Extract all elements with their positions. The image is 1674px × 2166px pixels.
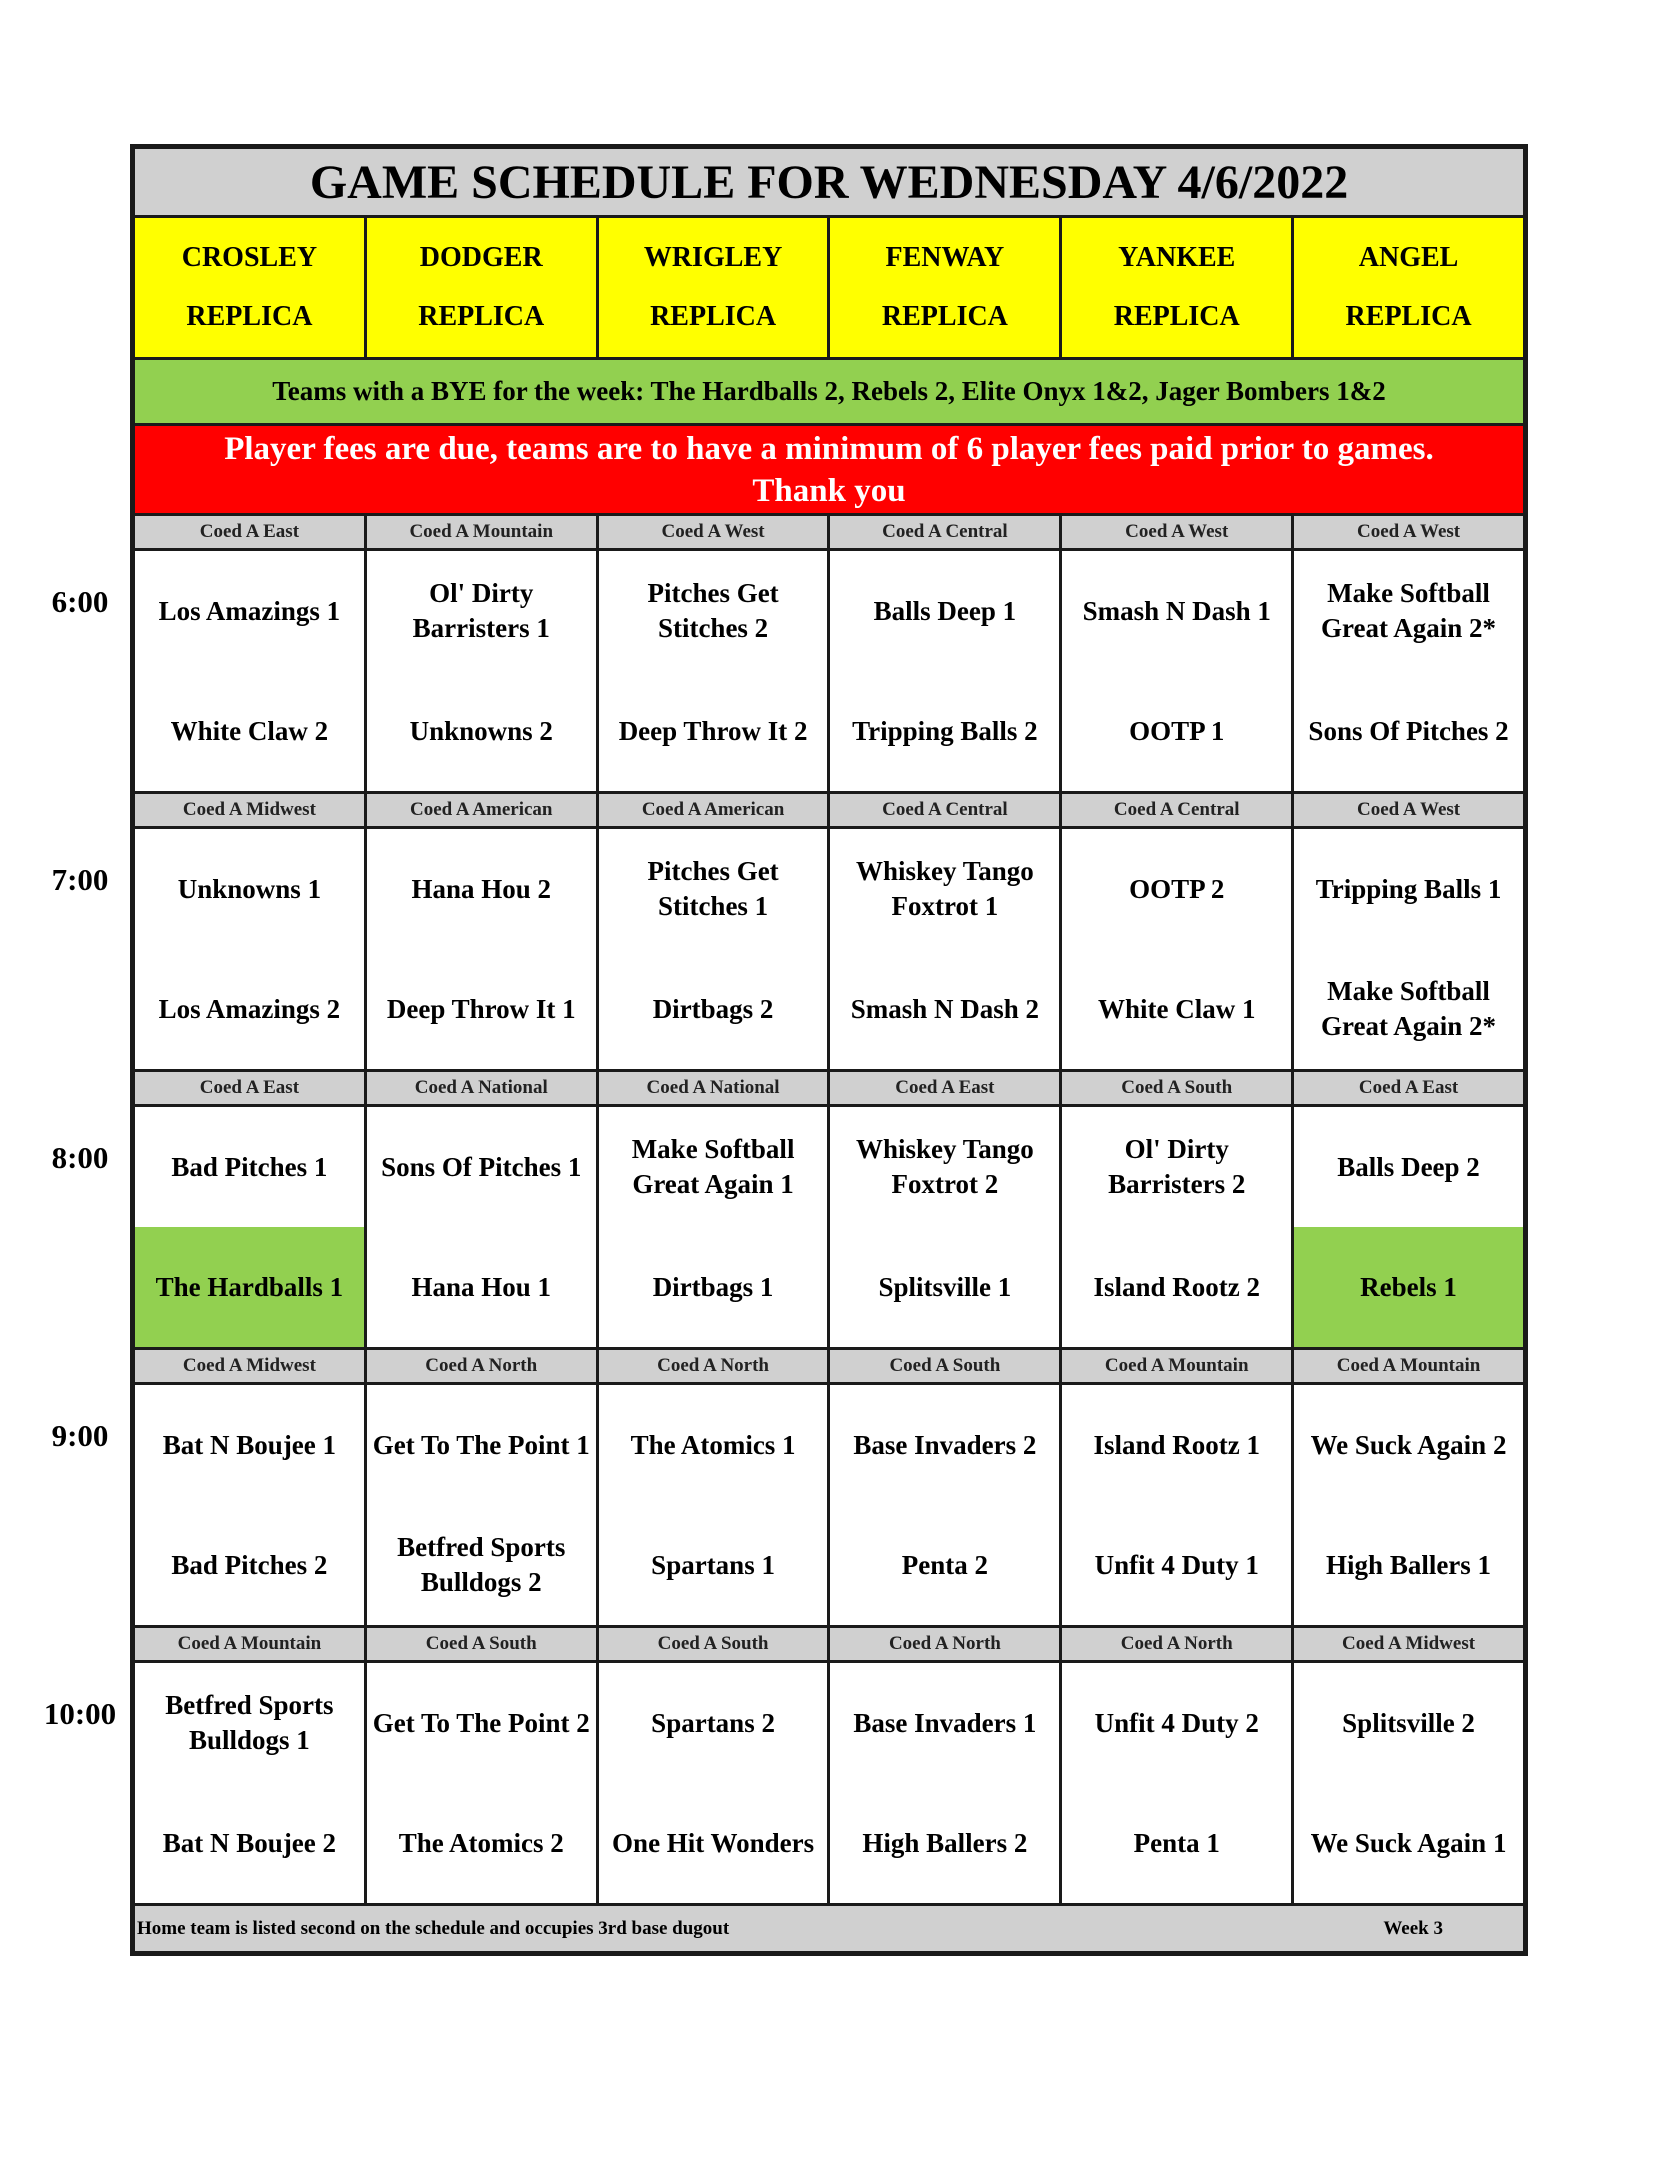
field-name: ANGEL [1358, 241, 1459, 273]
home-team: White Claw 2 [170, 715, 329, 746]
field-header [367, 218, 599, 357]
division-row [135, 794, 1523, 829]
home-team: Betfred Sports Bulldogs 2 [397, 1532, 566, 1597]
page-title: GAME SCHEDULE FOR WEDNESDAY 4/6/2022 [135, 149, 1523, 218]
game-cell [830, 1107, 1062, 1347]
away-team: Sons Of Pitches 1 [381, 1151, 582, 1182]
home-team: OOTP 1 [1129, 715, 1225, 746]
game-cell [367, 829, 599, 1069]
week-label: Week 3 [1383, 1917, 1443, 1939]
division-label: Coed A Midwest [135, 794, 367, 826]
division-label: Coed A Mountain [135, 1628, 367, 1660]
home-team: Dirtbags 2 [652, 993, 774, 1024]
field-name: CROSLEY [181, 241, 318, 273]
field-name: DODGER [419, 241, 543, 273]
time-label-6: 6:00 [51, 584, 109, 619]
time-label-7: 7:00 [51, 862, 109, 897]
division-label: Coed A Mountain [1336, 1355, 1481, 1376]
game-cell [135, 551, 367, 791]
division-label: Coed A East [1358, 1077, 1459, 1098]
away-team: Tripping Balls 1 [1315, 873, 1502, 904]
game-cell [599, 829, 831, 1069]
away-team: Bat N Boujee 1 [162, 1429, 337, 1460]
footer-note: Home team is listed second on the schedule and occupies 3rd base dugout [137, 1917, 730, 1939]
field-type: REPLICA [881, 301, 1008, 333]
field-header [830, 218, 1062, 357]
division-label: Coed A North [599, 1350, 831, 1382]
game-cell [599, 1107, 831, 1347]
game-cell [1294, 1385, 1523, 1625]
bye-notice: Teams with a BYE for the week: The Hardballs 2, Rebels 2, Elite Onyx 1&2, Jager Bombers 1&2 [135, 360, 1523, 426]
game-cell [135, 1107, 367, 1347]
home-team: Tripping Balls 2 [852, 715, 1038, 746]
away-team: Ol' Dirty Barristers 2 [1108, 1134, 1246, 1199]
home-team: Sons Of Pitches 2 [1308, 715, 1509, 746]
home-team: Unknowns 2 [409, 715, 553, 746]
division-label: Coed A North [367, 1350, 599, 1382]
division-label: Coed A South [1062, 1072, 1294, 1104]
game-cell [1062, 551, 1294, 791]
home-team: Unfit 4 Duty 1 [1094, 1549, 1259, 1580]
game-cell [599, 551, 831, 791]
home-team: Bad Pitches 2 [171, 1549, 328, 1580]
away-team: Get To The Point 2 [372, 1707, 590, 1738]
game-cell [135, 1663, 367, 1903]
field-header [135, 218, 367, 357]
home-team: Deep Throw It 1 [386, 993, 576, 1024]
home-team: Penta 1 [1133, 1827, 1220, 1858]
away-team: Get To The Point 1 [372, 1429, 590, 1460]
away-team: Los Amazings 1 [158, 595, 341, 626]
home-team: White Claw 1 [1097, 993, 1256, 1024]
division-label: Coed A East [135, 1072, 367, 1104]
game-cell [599, 1385, 831, 1625]
home-team: Los Amazings 2 [158, 993, 341, 1024]
home-team: Make Softball Great Again 2* [1321, 976, 1497, 1041]
division-label: Coed A American [599, 794, 831, 826]
away-team: Whiskey Tango Foxtrot 1 [855, 856, 1034, 921]
game-cell [135, 829, 367, 1069]
away-team: Spartans 2 [651, 1707, 775, 1738]
home-team: Splitsville 1 [878, 1271, 1012, 1302]
game-cell [1294, 1107, 1523, 1347]
game-row [135, 1385, 1523, 1628]
division-label: Coed A Midwest [1342, 1633, 1476, 1654]
game-cell [1294, 551, 1523, 791]
division-label: Coed A East [135, 516, 367, 548]
away-team: Balls Deep 2 [1337, 1151, 1480, 1182]
division-label: Coed A Midwest [135, 1350, 367, 1382]
division-row [135, 1628, 1523, 1663]
away-team: Unfit 4 Duty 2 [1094, 1707, 1259, 1738]
home-team: Island Rootz 2 [1093, 1271, 1260, 1302]
game-row [135, 829, 1523, 1072]
game-cell [599, 1663, 831, 1903]
game-cell [1062, 829, 1294, 1069]
home-team: Smash N Dash 2 [850, 993, 1040, 1024]
away-team: Whiskey Tango Foxtrot 2 [855, 1134, 1034, 1199]
game-cell [1294, 1663, 1523, 1903]
away-team: Ol' Dirty Barristers 1 [412, 578, 550, 643]
fees-notice [135, 426, 1523, 516]
division-label: Coed A North [1062, 1628, 1294, 1660]
home-team: Bat N Boujee 2 [162, 1827, 337, 1858]
home-team: High Ballers 2 [862, 1827, 1028, 1858]
field-type: REPLICA [650, 301, 777, 333]
game-cell [830, 1663, 1062, 1903]
away-team: Base Invaders 2 [853, 1429, 1037, 1460]
home-team: Hana Hou 1 [411, 1271, 552, 1302]
away-team: Make Softball Great Again 2* [1321, 578, 1497, 643]
game-cell [1062, 1385, 1294, 1625]
division-label: Coed A South [599, 1628, 831, 1660]
division-label: Coed A National [599, 1072, 831, 1104]
field-header [599, 218, 831, 357]
home-team: Spartans 1 [651, 1549, 775, 1580]
field-type: REPLICA [1113, 301, 1240, 333]
division-label: Coed A North [830, 1628, 1062, 1660]
division-label: Coed A East [830, 1072, 1062, 1104]
schedule-table [130, 144, 1528, 1956]
home-team: One Hit Wonders [612, 1827, 815, 1858]
field-name: YANKEE [1118, 241, 1236, 273]
game-cell [1062, 1663, 1294, 1903]
away-team: Pitches Get Stitches 1 [647, 856, 779, 921]
away-team: Balls Deep 1 [873, 595, 1017, 626]
division-label: Coed A American [367, 794, 599, 826]
time-label-10: 10:00 [43, 1696, 117, 1731]
field-name: FENWAY [885, 241, 1005, 273]
home-team: We Suck Again 1 [1310, 1827, 1507, 1858]
division-label: Coed A South [830, 1350, 1062, 1382]
time-label-9: 9:00 [51, 1418, 109, 1453]
game-cell [367, 1663, 599, 1903]
game-cell [135, 1385, 367, 1625]
game-cell [1062, 1107, 1294, 1347]
field-type: REPLICA [1345, 301, 1472, 333]
division-label: Coed A Mountain [1062, 1350, 1294, 1382]
away-team: Unknowns 1 [177, 873, 322, 904]
footer [135, 1906, 1523, 1951]
game-cell [830, 1385, 1062, 1625]
field-type: REPLICA [418, 301, 545, 333]
game-cell [830, 551, 1062, 791]
away-team: Smash N Dash 1 [1082, 595, 1271, 626]
away-team: Betfred Sports Bulldogs 1 [165, 1690, 334, 1755]
field-type: REPLICA [186, 301, 313, 333]
division-label: Coed A West [1357, 521, 1461, 542]
division-label: Coed A Central [830, 516, 1062, 548]
away-team: Make Softball Great Again 1 [631, 1134, 795, 1199]
game-cell [367, 1107, 599, 1347]
field-header-row [135, 218, 1523, 360]
home-team: Penta 2 [901, 1549, 989, 1580]
game-cell [367, 1385, 599, 1625]
away-team: Pitches Get Stitches 2 [647, 578, 779, 643]
division-label: Coed A Central [1062, 794, 1294, 826]
division-row [135, 1072, 1523, 1107]
fees-notice-line: Player fees are due, teams are to have a minimum of 6 player fees paid prior to games. [224, 430, 1434, 467]
division-label: Coed A West [1357, 799, 1461, 820]
division-label: Coed A West [599, 516, 831, 548]
division-label: Coed A Central [830, 794, 1062, 826]
home-team-highlighted: Rebels 1 [1294, 1227, 1523, 1347]
field-name: WRIGLEY [643, 241, 783, 273]
home-team: Deep Throw It 2 [618, 715, 808, 746]
division-label: Coed A South [367, 1628, 599, 1660]
game-cell [367, 551, 599, 791]
away-team: Bad Pitches 1 [171, 1151, 328, 1182]
away-team: The Atomics 1 [630, 1429, 796, 1460]
away-team: OOTP 2 [1129, 873, 1225, 904]
home-team-highlighted: The Hardballs 1 [135, 1227, 364, 1347]
home-team: Dirtbags 1 [652, 1271, 774, 1302]
division-label: Coed A West [1062, 516, 1294, 548]
game-row [135, 551, 1523, 794]
division-label: Coed A National [367, 1072, 599, 1104]
away-team: We Suck Again 2 [1310, 1429, 1507, 1460]
away-team: Hana Hou 2 [411, 873, 552, 904]
division-row [135, 1350, 1523, 1385]
game-cell [1294, 829, 1523, 1069]
home-team: The Atomics 2 [398, 1827, 564, 1858]
away-team: Base Invaders 1 [853, 1707, 1037, 1738]
home-team: High Ballers 1 [1326, 1549, 1492, 1580]
division-row [135, 516, 1523, 551]
field-header [1294, 218, 1523, 357]
away-team: Island Rootz 1 [1093, 1429, 1260, 1460]
game-row [135, 1107, 1523, 1350]
game-cell [830, 829, 1062, 1069]
time-label-8: 8:00 [51, 1140, 109, 1175]
field-header [1062, 218, 1294, 357]
fees-notice-thanks: Thank you [752, 472, 906, 509]
away-team: Splitsville 2 [1342, 1707, 1475, 1738]
game-row [135, 1663, 1523, 1906]
division-label: Coed A Mountain [367, 516, 599, 548]
